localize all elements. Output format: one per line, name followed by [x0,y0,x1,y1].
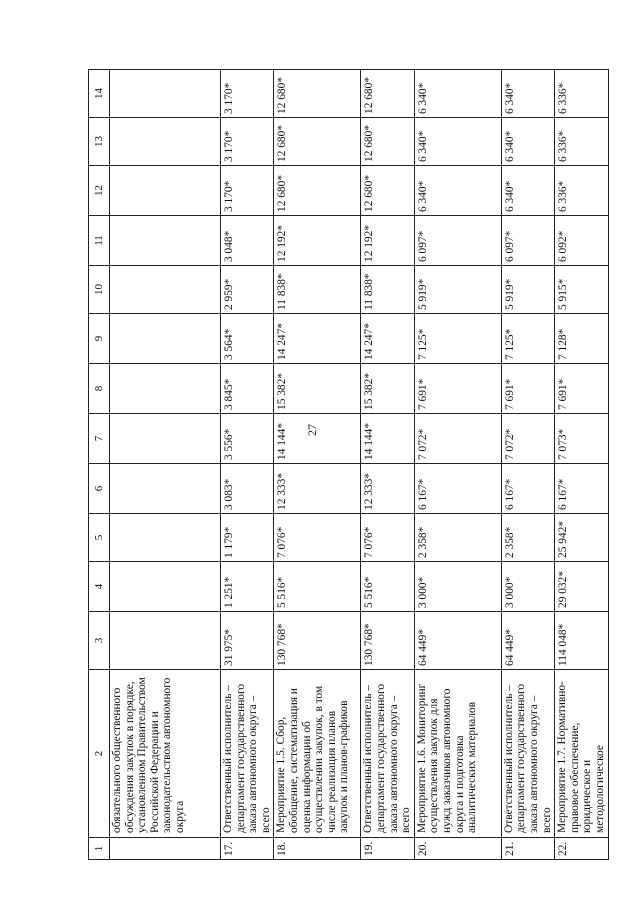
value-cell: 7 076* [274,514,361,562]
value-cell: 3 000* [501,562,554,612]
column-header: 9 [89,314,110,364]
value-cell: 29 032* [555,562,608,612]
column-header: 6 [89,464,110,514]
value-cell [110,464,221,514]
value-cell: 6 167* [414,464,501,514]
row-number: 20. [414,838,501,860]
value-cell: 6 097* [414,216,501,266]
value-cell [110,514,221,562]
column-header: 13 [89,118,110,166]
value-cell [110,314,221,364]
value-cell: 14 247* [361,314,414,364]
value-cell: 1 179* [221,514,274,562]
value-cell: 6 336* [555,118,608,166]
row-number: 19. [361,838,414,860]
value-cell: 15 382* [274,364,361,414]
row-name: Ответственный исполнитель – департамент государственного заказа автономного округа – всего [221,670,274,838]
value-cell: 11 838* [274,266,361,314]
column-header: 12 [89,166,110,216]
value-cell: 6 340* [501,166,554,216]
column-header: 3 [89,612,110,670]
value-cell: 5 516* [361,562,414,612]
value-cell: 12 680* [361,166,414,216]
table-row [110,70,221,860]
column-header: 14 [89,70,110,118]
row-name: Ответственный исполнитель – департамент государственного заказа автономного округа – всего [361,670,414,838]
column-header: 5 [89,514,110,562]
row-number: 17. [221,838,274,860]
value-cell: 3 083* [221,464,274,514]
value-cell: 14 144* [274,414,361,464]
value-cell: 7 691* [414,364,501,414]
value-cell: 6 092* [555,216,608,266]
value-cell: 130 768* [274,612,361,670]
row-name: Ответственный исполнитель – департамент государственного заказа автономного округа – всего [501,670,554,838]
value-cell: 6 340* [414,70,501,118]
value-cell: 3 048* [221,216,274,266]
value-cell: 130 768* [361,612,414,670]
value-cell: 6 336* [555,70,608,118]
budget-table-wrapper [88,60,606,860]
value-cell: 3 170* [221,70,274,118]
value-cell: 14 247* [274,314,361,364]
row-number: 21. [501,838,554,860]
value-cell [110,216,221,266]
value-cell: 5 919* [501,266,554,314]
table-row [501,70,554,860]
row-number [110,838,221,860]
value-cell: 15 382* [361,364,414,414]
column-header: 10 [89,266,110,314]
value-cell: 12 680* [361,118,414,166]
table-row [361,70,414,860]
value-cell: 7 073* [555,414,608,464]
value-cell: 12 680* [361,70,414,118]
page-number: 27 [305,424,319,436]
row-name: Мероприятие 1.6. Мониторинг осуществления закупок для нужд заказчиков автономного округа и подготовка аналитических материалов [414,670,501,838]
value-cell [110,414,221,464]
value-cell: 7 128* [555,314,608,364]
value-cell: 6 167* [555,464,608,514]
column-header: 11 [89,216,110,266]
column-header: 1 [89,838,110,860]
value-cell: 2 358* [501,514,554,562]
row-number: 18. [274,838,361,860]
value-cell: 7 125* [414,314,501,364]
column-header: 8 [89,364,110,414]
table-row [221,70,274,860]
table-row [555,70,608,860]
row-number: 22. [555,838,608,860]
value-cell: 25 942* [555,514,608,562]
value-cell: 3 845* [221,364,274,414]
budget-table [88,69,609,860]
value-cell: 1 251* [221,562,274,612]
value-cell: 5 915* [555,266,608,314]
table-row [274,70,361,860]
value-cell: 3 000* [414,562,501,612]
value-cell: 12 680* [274,70,361,118]
value-cell: 7 125* [501,314,554,364]
value-cell: 12 192* [274,216,361,266]
table-row [414,70,501,860]
value-cell: 6 340* [501,70,554,118]
value-cell: 6 340* [414,166,501,216]
value-cell: 6 097* [501,216,554,266]
value-cell: 31 975* [221,612,274,670]
value-cell: 12 333* [274,464,361,514]
row-name: обязательного общественного обсуждения закупок в порядке, установленном Правительством Российской Федерации и законодательством автономного округа [110,670,221,838]
value-cell: 2 959* [221,266,274,314]
value-cell [110,166,221,216]
value-cell [110,266,221,314]
value-cell: 64 449* [414,612,501,670]
header-row [89,70,110,860]
value-cell: 12 192* [361,216,414,266]
value-cell: 7 072* [414,414,501,464]
value-cell: 64 449* [501,612,554,670]
value-cell: 14 144* [361,414,414,464]
row-name: Мероприятие 1.5. Сбор, обобщение, систематизация и оценка информации об осуществлении закупок, в том числе реализация планов закупок и планов-графиков [274,670,361,838]
value-cell: 3 170* [221,166,274,216]
value-cell: 3 556* [221,414,274,464]
value-cell [110,364,221,414]
value-cell: 5 919* [414,266,501,314]
value-cell: 2 358* [414,514,501,562]
value-cell: 6 340* [501,118,554,166]
value-cell: 3 170* [221,118,274,166]
value-cell [110,70,221,118]
value-cell: 6 340* [414,118,501,166]
value-cell [110,612,221,670]
value-cell: 5 516* [274,562,361,612]
row-name: Мероприятие 1.7. Нормативно-правовое обеспечение, юридическое и методологическое [555,670,608,838]
value-cell [110,562,221,612]
value-cell: 12 333* [361,464,414,514]
value-cell: 7 691* [555,364,608,414]
column-header: 4 [89,562,110,612]
value-cell: 12 680* [274,118,361,166]
value-cell [110,118,221,166]
column-header: 7 [89,414,110,464]
value-cell: 12 680* [274,166,361,216]
value-cell: 3 564* [221,314,274,364]
value-cell: 11 838* [361,266,414,314]
value-cell: 7 072* [501,414,554,464]
column-header: 2 [89,670,110,838]
value-cell: 7 691* [501,364,554,414]
value-cell: 6 167* [501,464,554,514]
value-cell: 6 336* [555,166,608,216]
value-cell: 114 048* [555,612,608,670]
value-cell: 7 076* [361,514,414,562]
